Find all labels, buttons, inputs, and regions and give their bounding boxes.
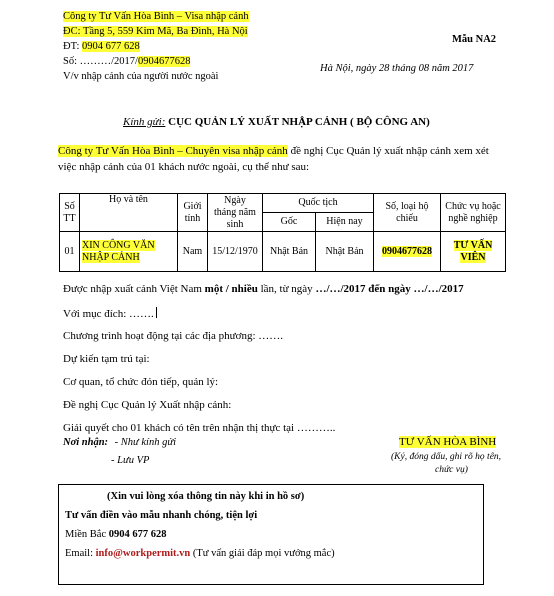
form-code: Mẫu NA2: [452, 34, 497, 45]
header-origin: Gốc: [263, 213, 316, 232]
text-cursor: [156, 307, 157, 318]
recipients-line-2: - Lưu VP: [111, 455, 150, 466]
note-line-1: Tư vấn điền vào mẫu nhanh chóng, tiện lợi: [65, 510, 258, 521]
cell-stt: 01: [60, 232, 80, 272]
note-line-2: Miền Bắc 0904 677 628: [65, 529, 167, 540]
subject-line: V/v nhập cảnh của người nước ngoài: [63, 71, 219, 82]
header-dob: Ngày tháng năm sinh: [208, 194, 263, 232]
company-line: Công ty Tư Vấn Hòa Bình – Visa nhập cảnh: [63, 11, 249, 22]
signer: TƯ VẤN HÒA BÌNH: [399, 436, 497, 448]
org-line: Cơ quan, tổ chức đón tiếp, quản lý:: [63, 376, 219, 388]
entry-line: Được nhập xuất cảnh Việt Nam một / nhiều lần, từ ngày …/…/2017 đến ngày …/…/2017: [63, 283, 464, 295]
note-email-line: Email: info@workpermit.vn (Tư vấn giải đáp mọi vướng mắc): [65, 548, 335, 559]
cell-job: TƯ VẤN VIÊN: [441, 232, 506, 272]
cell-origin: Nhật Bản: [263, 232, 316, 272]
purpose-line: Với mục đích: …….: [63, 307, 157, 320]
cell-dob: 15/12/1970: [208, 232, 263, 272]
sign-note-1: (Ký, đóng dấu, ghi rõ họ tên,: [391, 452, 502, 462]
stay-line: Dự kiến tạm trú tại:: [63, 353, 150, 365]
header-passport: Số, loại hộ chiếu: [374, 194, 441, 232]
header-nationality: Quốc tịch: [263, 194, 374, 213]
cell-current: Nhật Bản: [316, 232, 374, 272]
recipients-line-1: Nơi nhận: - Như kính gửi: [63, 437, 176, 448]
email-link[interactable]: info@workpermit.vn: [95, 548, 191, 559]
program-line: Chương trình hoạt động tại các địa phương: …….: [63, 330, 283, 342]
reference-line: Số: ………/2017/0904677628: [63, 56, 191, 67]
header-stt: Số TT: [60, 194, 80, 232]
header-job: Chức vụ hoặc nghề nghiệp: [441, 194, 506, 232]
intro-line-1: Công ty Tư Vấn Hòa Bình – Chuyên visa nhập cảnh đề nghị Cục Quản lý xuất nhập cảnh xem xét: [58, 145, 489, 157]
cell-name: XIN CÔNG VĂN NHẬP CẢNH: [80, 232, 178, 272]
place-date: Hà Nội, ngày 28 tháng 08 năm 2017: [320, 63, 474, 74]
guest-table: [59, 193, 506, 272]
address-line: ĐC: Tầng 5, 559 Kim Mã, Ba Đình, Hà Nội: [63, 26, 248, 37]
phone-line: ĐT: 0904 677 628: [63, 41, 140, 52]
header-gender: Giới tính: [178, 194, 208, 232]
intro-line-2: việc nhập cảnh của 01 khách nước ngoài, cụ thể như sau:: [58, 161, 310, 173]
note-title: (Xin vui lòng xóa thông tin này khi in hồ sơ): [107, 491, 305, 502]
sign-note-2: chức vụ): [435, 465, 468, 475]
header-name: Họ và tên: [80, 194, 178, 232]
cell-gender: Nam: [178, 232, 208, 272]
table-row: [60, 232, 506, 272]
cell-passport: 0904677628: [374, 232, 441, 272]
note-box: [58, 484, 484, 585]
addressee: Kính gửi: CỤC QUẢN LÝ XUẤT NHẬP CẢNH ( BỘ CÔNG AN): [123, 116, 430, 128]
resolve-line: Giải quyết cho 01 khách có tên trên nhận thị thực tại ………..: [63, 422, 336, 434]
header-current: Hiện nay: [316, 213, 374, 232]
request-line: Đề nghị Cục Quản lý Xuất nhập cảnh:: [63, 399, 232, 411]
